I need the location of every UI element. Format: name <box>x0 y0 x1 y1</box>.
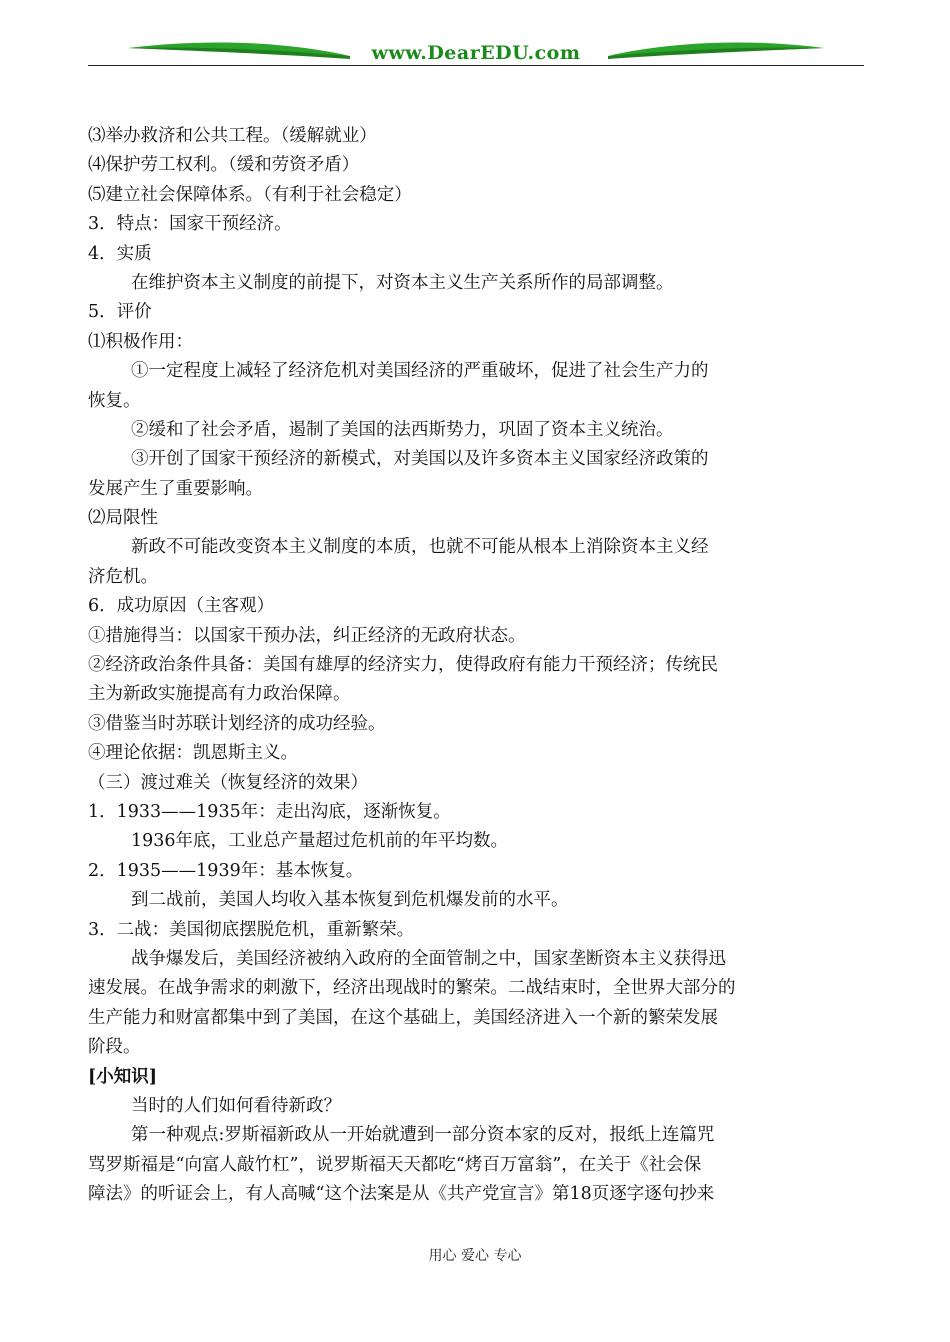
text-line: 济危机。 <box>88 566 158 587</box>
text-line: 当时的人们如何看待新政？ <box>131 1095 341 1116</box>
text-line: ②缓和了社会矛盾，遏制了美国的法西斯势力，巩固了资本主义统治。 <box>131 419 674 440</box>
text-line: 速发展。在战争需求的刺激下，经济出现战时的繁荣。二战结束时，全世界大部分的 <box>88 978 736 999</box>
text-line: ⑷保护劳工权利。（缓和劳资矛盾） <box>88 155 360 176</box>
text-line: ⑸建立社会保障体系。（有利于社会稳定） <box>88 184 412 205</box>
document-body <box>88 122 864 1209</box>
text-line: 阶段。 <box>88 1037 141 1058</box>
text-line: 主为新政实施提高有力政治保障。 <box>88 684 351 705</box>
section-heading: 4．实质 <box>88 243 152 264</box>
section-heading: [小知识] <box>88 1066 158 1087</box>
section-heading: 3．特点：国家干预经济。 <box>88 214 292 235</box>
text-line: ③开创了国家干预经济的新模式，对美国以及许多资本主义国家经济政策的 <box>131 449 709 470</box>
text-line: 新政不可能改变资本主义制度的本质，也就不可能从根本上消除资本主义经 <box>131 537 709 558</box>
text-line: 在维护资本主义制度的前提下，对资本主义生产关系所作的局部调整。 <box>131 272 674 293</box>
text-line: 发展产生了重要影响。 <box>88 478 263 499</box>
text-line: 生产能力和财富都集中到了美国，在这个基础上，美国经济进入一个新的繁荣发展 <box>88 1007 718 1028</box>
text-line: 3．二战：美国彻底摆脱危机，重新繁荣。 <box>88 919 415 940</box>
text-line: 战争爆发后，美国经济被纳入政府的全面管制之中，国家垄断资本主义获得迅 <box>131 948 726 969</box>
site-url: www.DearEDU.com <box>371 42 581 64</box>
text-line: 骂罗斯福是“向富人敲竹杠”，说罗斯福天天都吃“烤百万富翁”，在关于《社会保 <box>88 1154 702 1175</box>
text-line: ③借鉴当时苏联计划经济的成功经验。 <box>88 713 386 734</box>
page-footer: 用心 爱心 专心 <box>428 1248 522 1264</box>
section-heading: 5．评价 <box>88 302 152 323</box>
section-heading: （三）渡过难关（恢复经济的效果） <box>88 772 368 793</box>
text-line: 1936年底，工业总产量超过危机前的年平均数。 <box>131 831 509 852</box>
text-line: 2．1935——1939年：基本恢复。 <box>88 860 364 881</box>
text-line: ⑴积极作用： <box>88 331 193 352</box>
text-line: 障法》的听证会上，有人高喊“这个法案是从《共产党宣言》第18页逐字逐句抄来 <box>88 1184 715 1205</box>
text-line: ①一定程度上减轻了经济危机对美国经济的严重破坏，促进了社会生产力的 <box>131 361 709 382</box>
text-line: ④理论依据：凯恩斯主义。 <box>88 743 298 764</box>
text-line: ⑶举办救济和公共工程。（缓解就业） <box>88 126 377 146</box>
text-line: ⑵局限性 <box>88 508 158 529</box>
text-line: ②经济政治条件具备：美国有雄厚的经济实力，使得政府有能力干预经济；传统民 <box>88 655 718 676</box>
text-line: ①措施得当：以国家干预办法，纠正经济的无政府状态。 <box>88 625 526 646</box>
text-line: 恢复。 <box>88 390 141 411</box>
text-line: 到二战前，美国人均收入基本恢复到危机爆发前的水平。 <box>131 890 569 911</box>
header-divider <box>88 65 864 66</box>
section-heading: 6．成功原因（主客观） <box>88 596 275 617</box>
text-line: 第一种观点:罗斯福新政从一开始就遭到一部分资本家的反对，报纸上连篇咒 <box>131 1125 715 1146</box>
text-line: 1．1933——1935年：走出沟底，逐渐恢复。 <box>88 801 451 822</box>
